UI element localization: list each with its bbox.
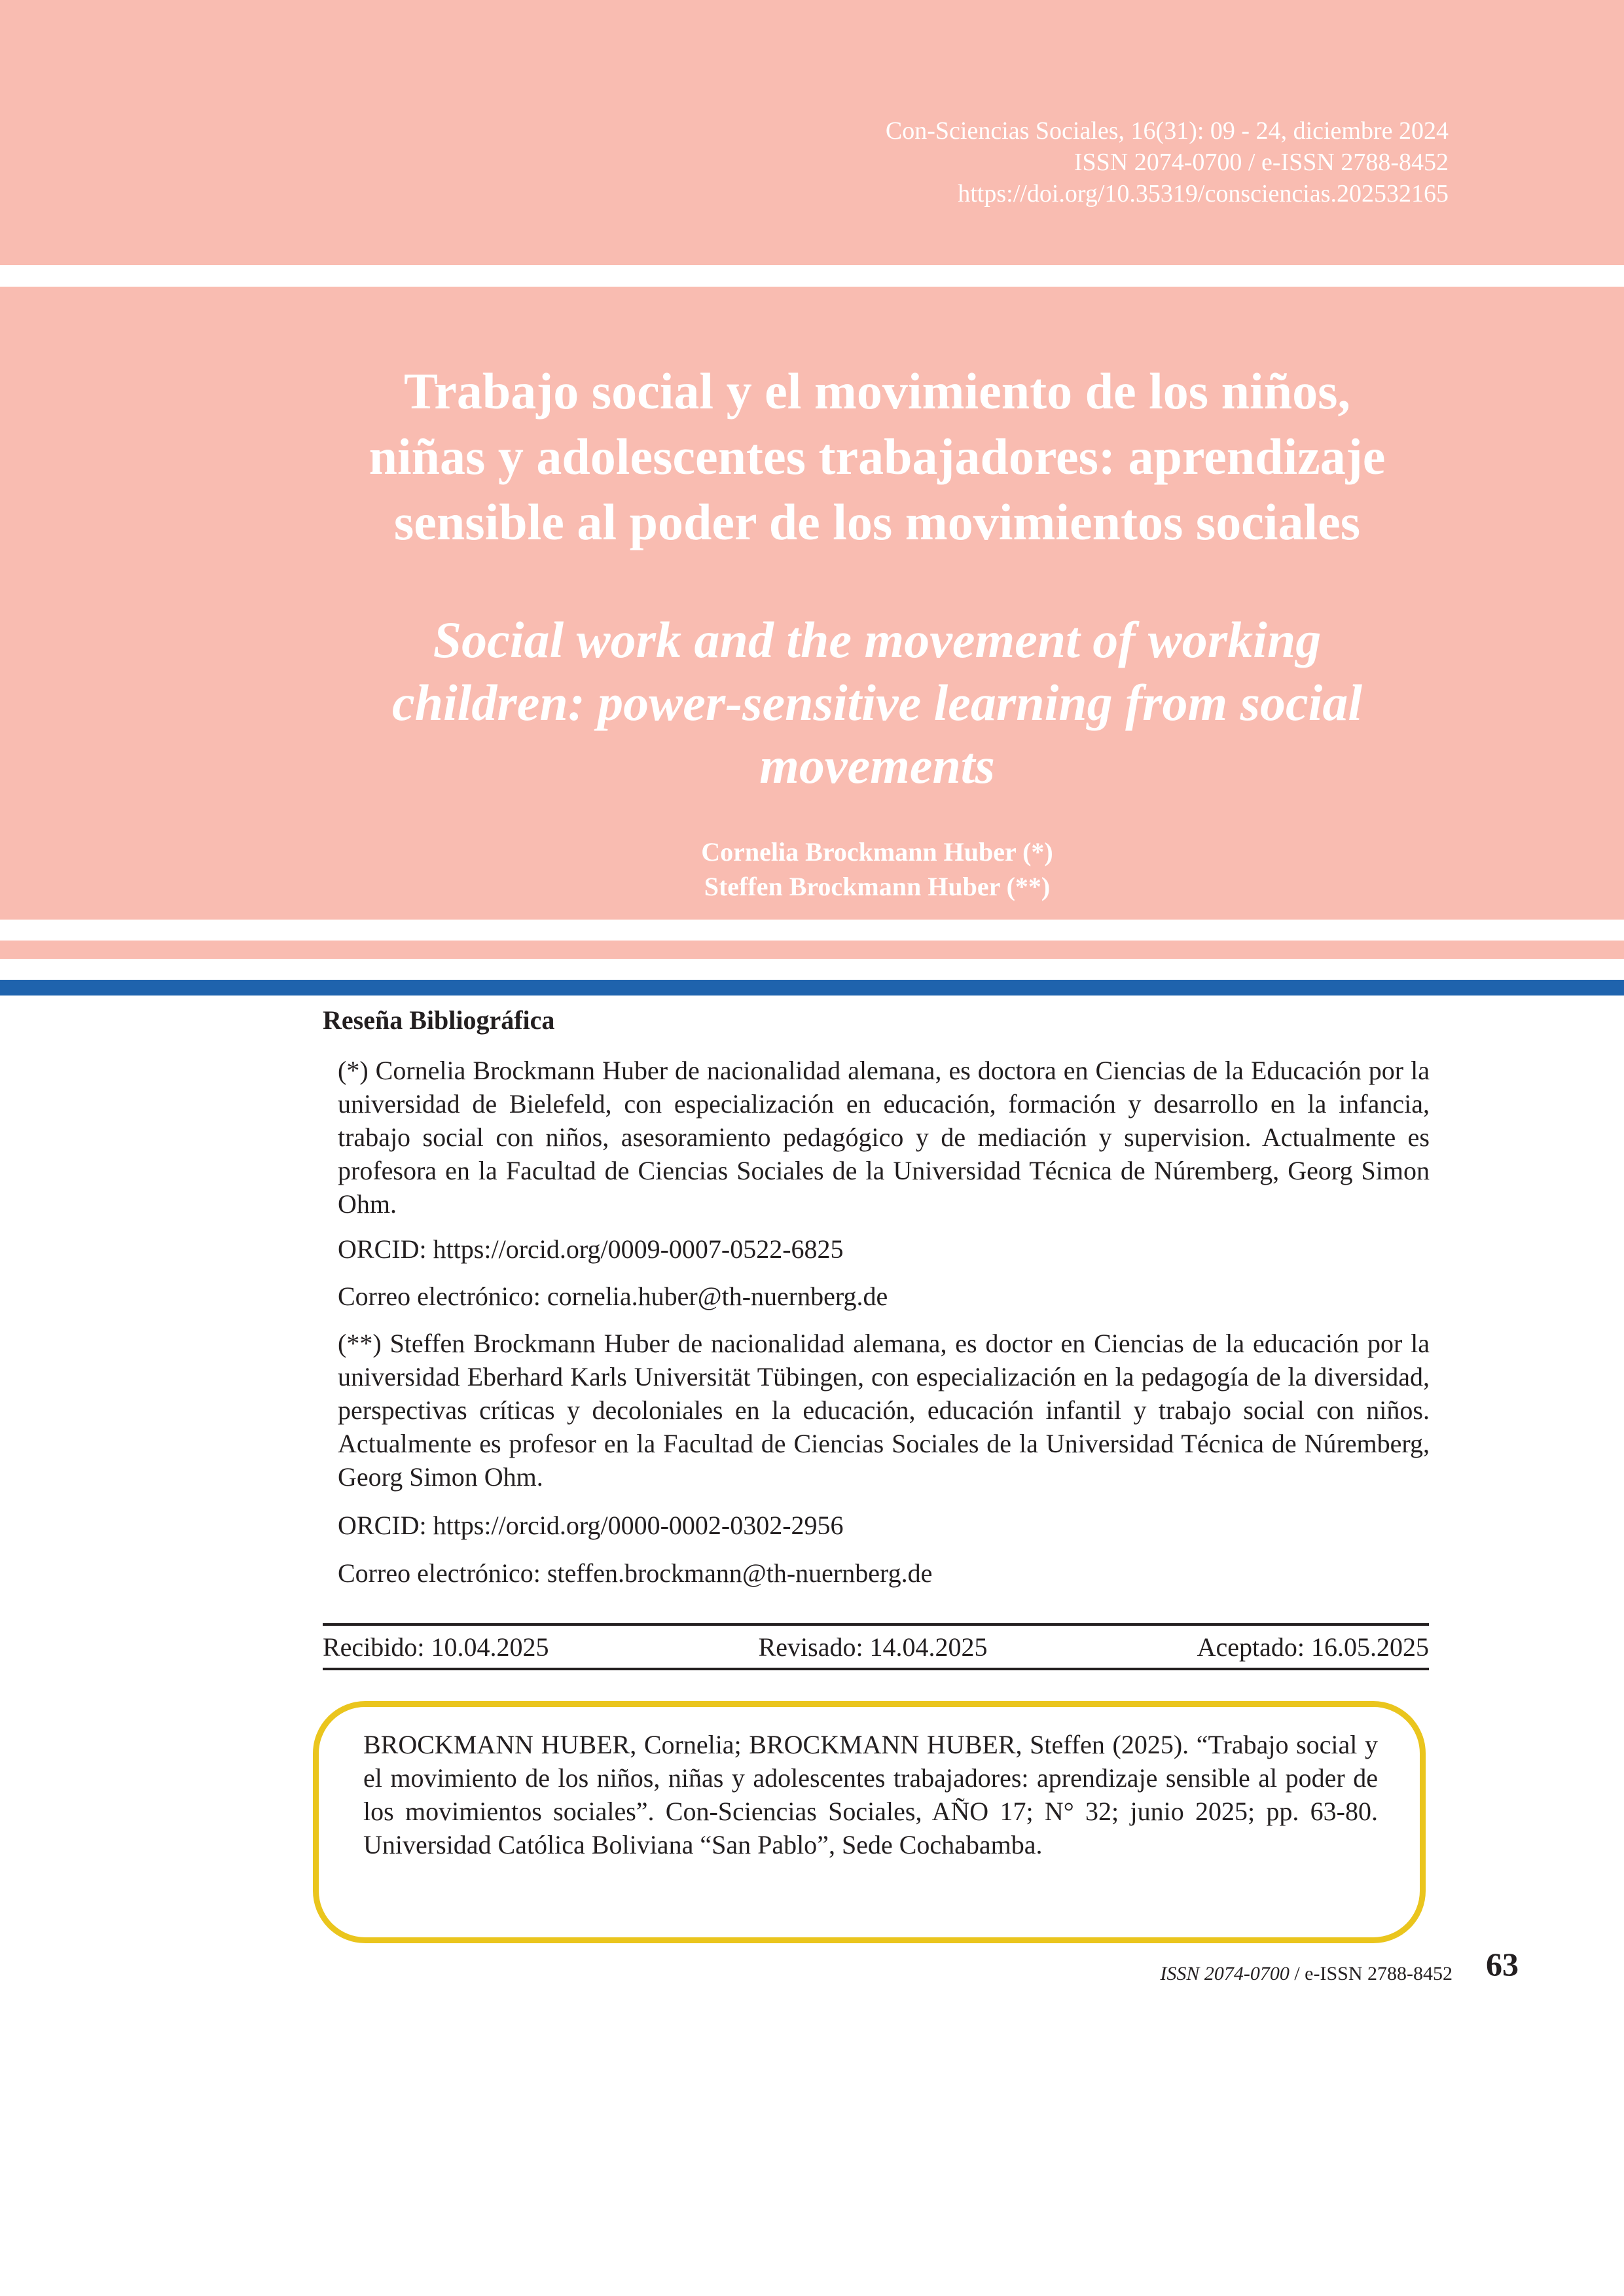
title-english-line: movements <box>759 737 995 794</box>
section-heading: Reseña Bibliográfica <box>323 1005 555 1035</box>
author-2-email[interactable]: Correo electrónico: steffen.brockmann@th-nuernberg.de <box>338 1558 933 1588</box>
dates-row <box>323 1628 1429 1665</box>
author-1-email[interactable]: Correo electrónico: cornelia.huber@th-nuernberg.de <box>338 1282 888 1311</box>
revised-date: Revisado: 14.04.2025 <box>758 1632 988 1662</box>
author-1: Cornelia Brockmann Huber (*) <box>701 837 1053 867</box>
author-2-orcid[interactable]: ORCID: https://orcid.org/0000-0002-0302-2956 <box>338 1511 844 1540</box>
page-number: 63 <box>1486 1946 1519 1982</box>
dates-rule-top <box>323 1623 1429 1626</box>
author-1-orcid[interactable]: ORCID: https://orcid.org/0009-0007-0522-6825 <box>338 1234 844 1264</box>
thin-band <box>0 941 1624 959</box>
title-spanish-line: niñas y adolescentes trabajadores: aprendizaje <box>369 428 1386 485</box>
authors <box>393 834 1362 904</box>
title-spanish-line: Trabajo social y el movimiento de los niños, <box>404 363 1350 420</box>
title-spanish <box>262 359 1492 555</box>
author-2-bio <box>338 1327 1430 1494</box>
title-spanish-line: sensible al poder de los movimientos sociales <box>393 493 1361 550</box>
author-2: Steffen Brockmann Huber (**) <box>704 872 1051 901</box>
footer-issn <box>1160 1963 1453 1985</box>
dates-rule-bottom <box>323 1668 1429 1670</box>
title-english-line: Social work and the movement of working <box>433 611 1322 668</box>
blue-rule <box>0 980 1624 996</box>
journal-citation-line: Con-Sciencias Sociales, 16(31): 09 - 24, diciembre 2024 <box>885 117 1449 145</box>
title-english-line: children: power-sensitive learning from social <box>392 674 1362 731</box>
title-english <box>262 609 1492 797</box>
journal-doi-link[interactable]: https://doi.org/10.35319/consciencias.202532165 <box>958 180 1449 207</box>
author-1-bio <box>338 1054 1430 1221</box>
author-1-bio-text: (*) Cornelia Brockmann Huber de nacionalidad alemana, es doctora en Ciencias de la Educación por la universidad de Bielefeld, con especialización en educación, formación y desarrollo en la infancia, trabajo social con niños, asesoramiento pedagógico y de mediación y supervision. Actualmente es profesora en la Facultad de Ciencias Sociales de la Universidad Técnica de Núremberg, Georg Simon Ohm. <box>338 1056 1430 1219</box>
footer-issn-print: ISSN 2074-0700 <box>1160 1963 1290 1984</box>
received-date: Recibido: 10.04.2025 <box>323 1632 549 1662</box>
accepted-date: Aceptado: 16.05.2025 <box>1197 1632 1429 1662</box>
footer-issn-electronic: / e-ISSN 2788-8452 <box>1289 1963 1453 1984</box>
journal-issn-line: ISSN 2074-0700 / e-ISSN 2788-8452 <box>1074 149 1449 176</box>
citation-text: BROCKMANN HUBER, Cornelia; BROCKMANN HUBER, Steffen (2025). “Trabajo social y el movimiento de los niños, niñas y adolescentes trabajadores: aprendizaje sensible al poder de los movimientos sociales”. Con-Sciencias Sociales, AÑO 17; N° 32; junio 2025; pp. 63-80. Universidad Católica Boliviana “San Pablo”, Sede Cochabamba. <box>363 1730 1378 1859</box>
author-2-bio-text: (**) Steffen Brockmann Huber de nacionalidad alemana, es doctor en Ciencias de la educación por la universidad Eberhard Karls Universität Tübingen, con especialización en la pedagogía de la diversidad, perspectivas críticas y decoloniales en la educación, educación infantil y trabajo social con niños. Actualmente es profesor en la Facultad de Ciencias Sociales de la Universidad Técnica de Núremberg, Georg Simon Ohm. <box>338 1329 1430 1492</box>
journal-header <box>598 115 1449 209</box>
